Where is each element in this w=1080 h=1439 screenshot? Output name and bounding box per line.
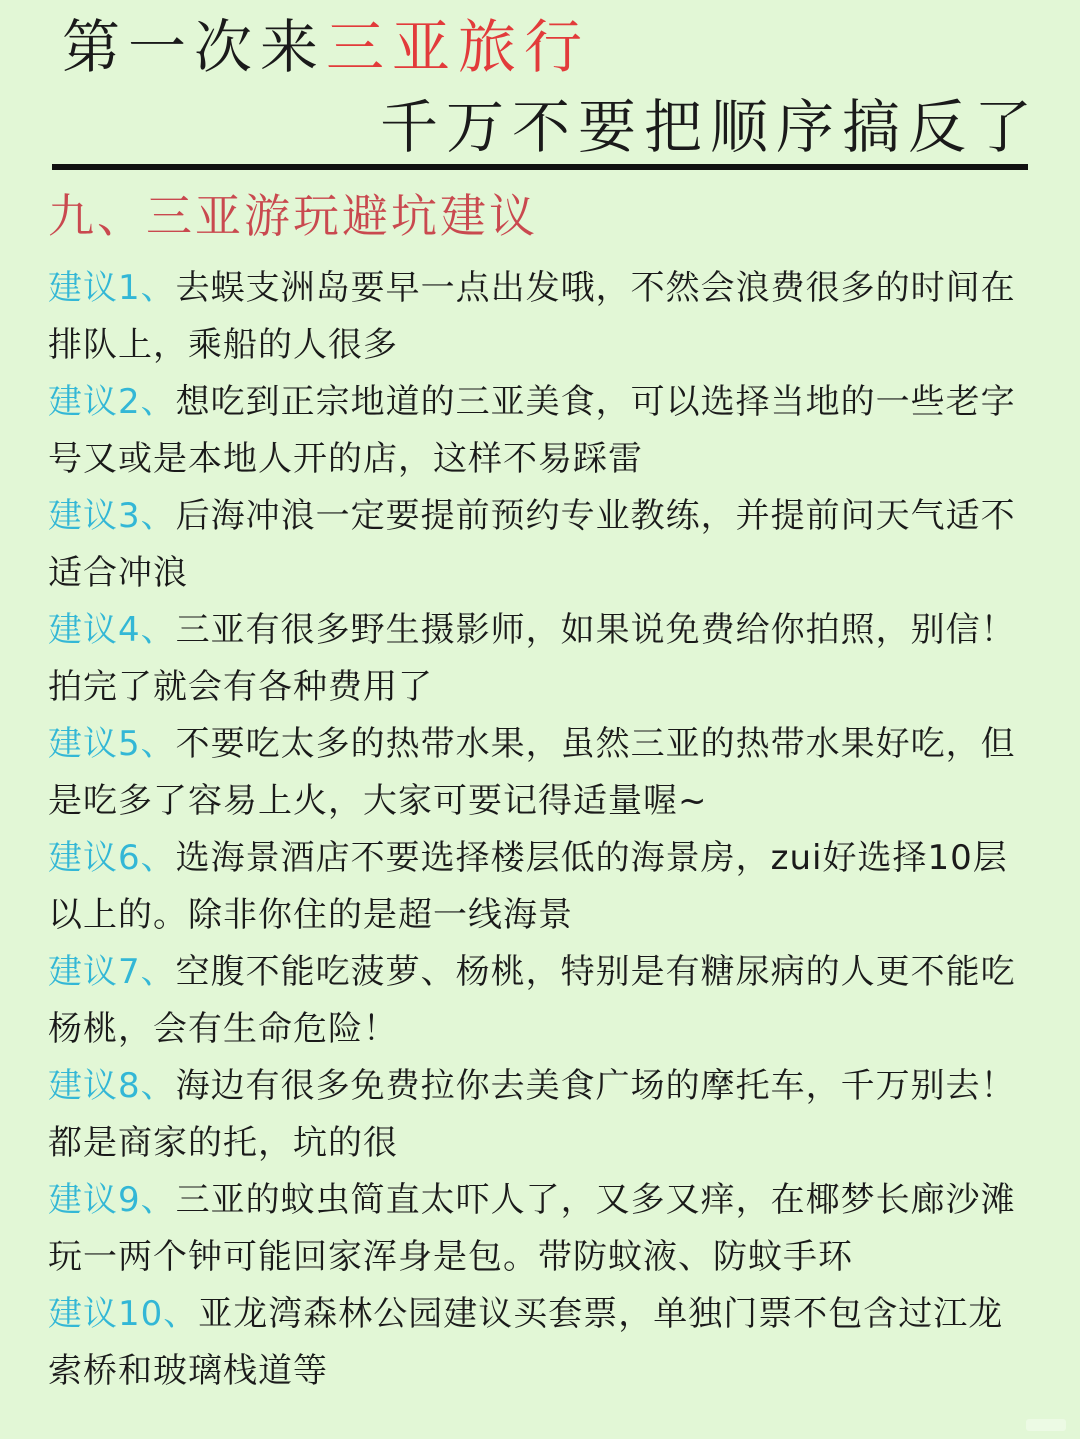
page-title-line-1	[62, 12, 590, 82]
tip-text: 去蜈支洲岛要早一点出发哦，不然会浪费很多的时间在排队上，乘船的人很多	[48, 268, 1016, 365]
tip-label: 建议3	[48, 496, 141, 536]
tip-text: 空腹不能吃菠萝、杨桃，特别是有糖尿病的人更不能吃杨桃，会有生命危险！	[48, 952, 1016, 1049]
tip-item	[48, 944, 1038, 1058]
tip-text: 后海冲浪一定要提前预约专业教练，并提前问天气适不适合冲浪	[48, 496, 1016, 593]
tip-separator: 、	[140, 952, 176, 992]
tip-text: 选海景酒店不要选择楼层低的海景房，zui好选择10层以上的。除非你住的是超一线海景	[48, 838, 1008, 935]
tip-label: 建议6	[48, 838, 141, 878]
title-divider	[52, 164, 1028, 170]
tip-item	[48, 374, 1038, 488]
watermark	[1026, 1419, 1066, 1431]
tip-separator: 、	[140, 610, 176, 650]
tip-text: 不要吃太多的热带水果，虽然三亚的热带水果好吃，但是吃多了容易上火，大家可要记得适量喔~	[48, 724, 1016, 821]
tip-label: 建议7	[48, 952, 141, 992]
tip-label: 建议1	[48, 268, 141, 308]
tip-item	[48, 1172, 1038, 1286]
title-part-1: 第一次来	[62, 13, 327, 81]
tip-item	[48, 602, 1038, 716]
tip-text: 三亚的蚊虫简直太吓人了，又多又痒，在椰梦长廊沙滩玩一两个钟可能回家浑身是包。带防蚊液、防蚊手环	[48, 1180, 1016, 1277]
tip-label: 建议8	[48, 1066, 141, 1106]
tip-label: 建议5	[48, 724, 141, 764]
tip-label: 建议10	[48, 1294, 164, 1334]
tip-item	[48, 1286, 1038, 1400]
tip-separator: 、	[140, 724, 176, 764]
tip-separator: 、	[140, 268, 176, 308]
tip-label: 建议2	[48, 382, 141, 422]
tip-item	[48, 260, 1038, 374]
tip-item	[48, 830, 1038, 944]
tip-text: 海边有很多免费拉你去美食广场的摩托车，千万别去！都是商家的托，坑的很	[48, 1066, 1016, 1163]
tip-separator: 、	[163, 1294, 199, 1334]
page-title-line-2: 千万不要把顺序搞反了	[380, 93, 1041, 161]
tip-item	[48, 716, 1038, 830]
tip-label: 建议4	[48, 610, 141, 650]
tips-list	[48, 260, 1038, 1400]
tip-text: 三亚有很多野生摄影师，如果说免费给你拍照，别信！拍完了就会有各种费用了	[48, 610, 1016, 707]
tip-separator: 、	[140, 838, 176, 878]
tip-separator: 、	[140, 1180, 176, 1220]
title-accent: 三亚旅行	[326, 13, 591, 81]
tip-text: 想吃到正宗地道的三亚美食，可以选择当地的一些老字号又或是本地人开的店，这样不易踩雷	[48, 382, 1016, 479]
tip-item	[48, 488, 1038, 602]
section-heading: 九、三亚游玩避坑建议	[48, 189, 538, 243]
tip-label: 建议9	[48, 1180, 141, 1220]
tip-separator: 、	[140, 1066, 176, 1106]
tip-text: 亚龙湾森林公园建议买套票，单独门票不包含过江龙索桥和玻璃栈道等	[48, 1294, 1004, 1391]
tip-separator: 、	[140, 382, 176, 422]
tip-item	[48, 1058, 1038, 1172]
tip-separator: 、	[140, 496, 176, 536]
